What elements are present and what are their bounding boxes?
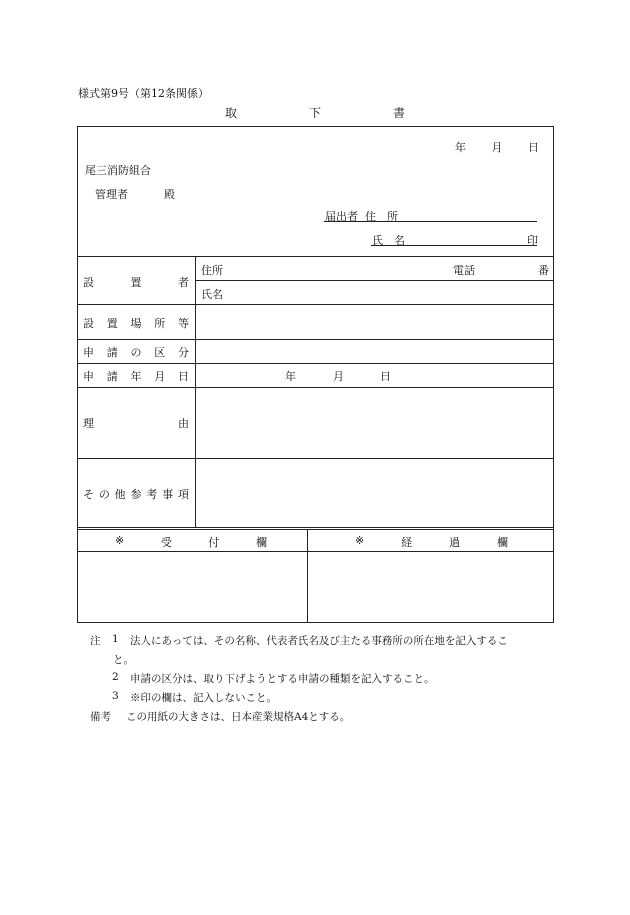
divider xyxy=(77,339,554,340)
notifier-name-label: 氏 名 xyxy=(372,234,405,247)
location-label xyxy=(83,315,189,331)
installer-number-field: 番 xyxy=(538,264,549,277)
label-char: 場 xyxy=(130,317,142,330)
label-char: 事 xyxy=(162,488,174,501)
label-char: 設 xyxy=(83,317,94,330)
divider xyxy=(195,280,554,281)
divider xyxy=(77,304,554,305)
label-char: そ xyxy=(83,488,94,501)
label-char: 置 xyxy=(130,276,142,289)
label-char: 請 xyxy=(106,370,118,383)
administrator-label: 管理者 xyxy=(95,188,128,201)
divider xyxy=(195,256,196,527)
note-number: 2 xyxy=(112,671,119,683)
installer-label xyxy=(83,274,189,290)
application-month: 月 xyxy=(333,370,344,383)
label-char: の xyxy=(130,346,142,359)
application-day: 日 xyxy=(380,370,391,383)
divider xyxy=(77,363,554,364)
title-char: 書 xyxy=(393,106,406,120)
name-underline xyxy=(371,245,537,246)
seal-mark: 印 xyxy=(527,234,538,247)
reason-label xyxy=(83,415,189,431)
application-type-label xyxy=(83,344,189,360)
year-label: 年 xyxy=(455,141,466,154)
receipt-column-header xyxy=(115,534,267,550)
other-notes-label xyxy=(83,486,189,502)
label-char: 分 xyxy=(178,346,189,359)
application-year: 年 xyxy=(285,370,296,383)
label-char: の xyxy=(98,488,110,501)
label-char: 過 xyxy=(449,536,461,549)
address-underline xyxy=(324,221,537,222)
day-label: 日 xyxy=(528,141,539,154)
divider xyxy=(77,551,554,552)
divider xyxy=(77,527,554,528)
installer-phone-field: 電話 xyxy=(453,264,475,277)
note-text: 申請の区分は、取り下げようとする申請の種類を記入すること。 xyxy=(130,673,435,685)
note-text: ※印の欄は、記入しないこと。 xyxy=(130,692,277,704)
label-char: 理 xyxy=(83,417,94,430)
progress-column-header xyxy=(355,534,508,550)
label-char: 受 xyxy=(160,536,172,549)
note-number: 1 xyxy=(112,633,119,645)
note-number: 3 xyxy=(112,690,119,702)
title-char: 下 xyxy=(308,106,321,120)
divider xyxy=(77,458,554,459)
label-char: 項 xyxy=(177,488,189,501)
label-char: 置 xyxy=(106,317,118,330)
label-char: 請 xyxy=(106,346,118,359)
honorific-label: 殿 xyxy=(164,188,175,201)
submission-date xyxy=(455,139,539,155)
installer-address-field: 住所 xyxy=(201,264,223,277)
label-char: 区 xyxy=(154,346,166,359)
label-char: 申 xyxy=(83,370,94,383)
label-char: 申 xyxy=(83,346,94,359)
remarks-label: 備考 xyxy=(90,711,111,723)
application-date-label xyxy=(83,368,189,384)
note-text: 法人にあっては、その名称、代表者氏名及び主たる事務所の所在地を記入するこ xyxy=(130,635,508,647)
label-char: 他 xyxy=(114,488,126,501)
notes-label: 注 xyxy=(90,635,101,647)
installer-name-field: 氏名 xyxy=(201,288,223,301)
label-char: 欄 xyxy=(256,536,267,549)
label-char: 月 xyxy=(154,370,166,383)
divider xyxy=(307,529,308,623)
notifier-label: 届出者 xyxy=(325,210,358,223)
divider xyxy=(77,529,554,530)
label-char: 設 xyxy=(83,276,94,289)
form-number-label: 様式第9号（第12条関係） xyxy=(78,87,209,100)
label-char: ※ xyxy=(355,534,365,547)
addressee xyxy=(95,186,175,202)
month-label: 月 xyxy=(491,141,503,154)
label-char: 者 xyxy=(178,276,189,289)
document-title xyxy=(0,104,630,121)
label-char: 経 xyxy=(401,536,413,549)
label-char: 由 xyxy=(178,417,189,430)
label-char: 等 xyxy=(178,317,189,330)
address-label: 住 所 xyxy=(365,210,398,223)
organization-name: 尾三消防組合 xyxy=(85,164,151,177)
divider xyxy=(77,256,554,257)
note-text-continued: と。 xyxy=(113,654,134,666)
label-char: 参 xyxy=(130,488,142,501)
label-char: 考 xyxy=(146,488,158,501)
label-char: 欄 xyxy=(496,536,508,549)
label-char: 年 xyxy=(130,370,142,383)
label-char: 付 xyxy=(208,536,220,549)
label-char: 日 xyxy=(178,370,189,383)
label-char: 所 xyxy=(154,317,166,330)
label-char: ※ xyxy=(115,534,125,547)
remarks-text: この用紙の大きさは、日本産業規格A4とする。 xyxy=(126,711,351,723)
title-char: 取 xyxy=(224,106,237,120)
divider xyxy=(77,387,554,388)
